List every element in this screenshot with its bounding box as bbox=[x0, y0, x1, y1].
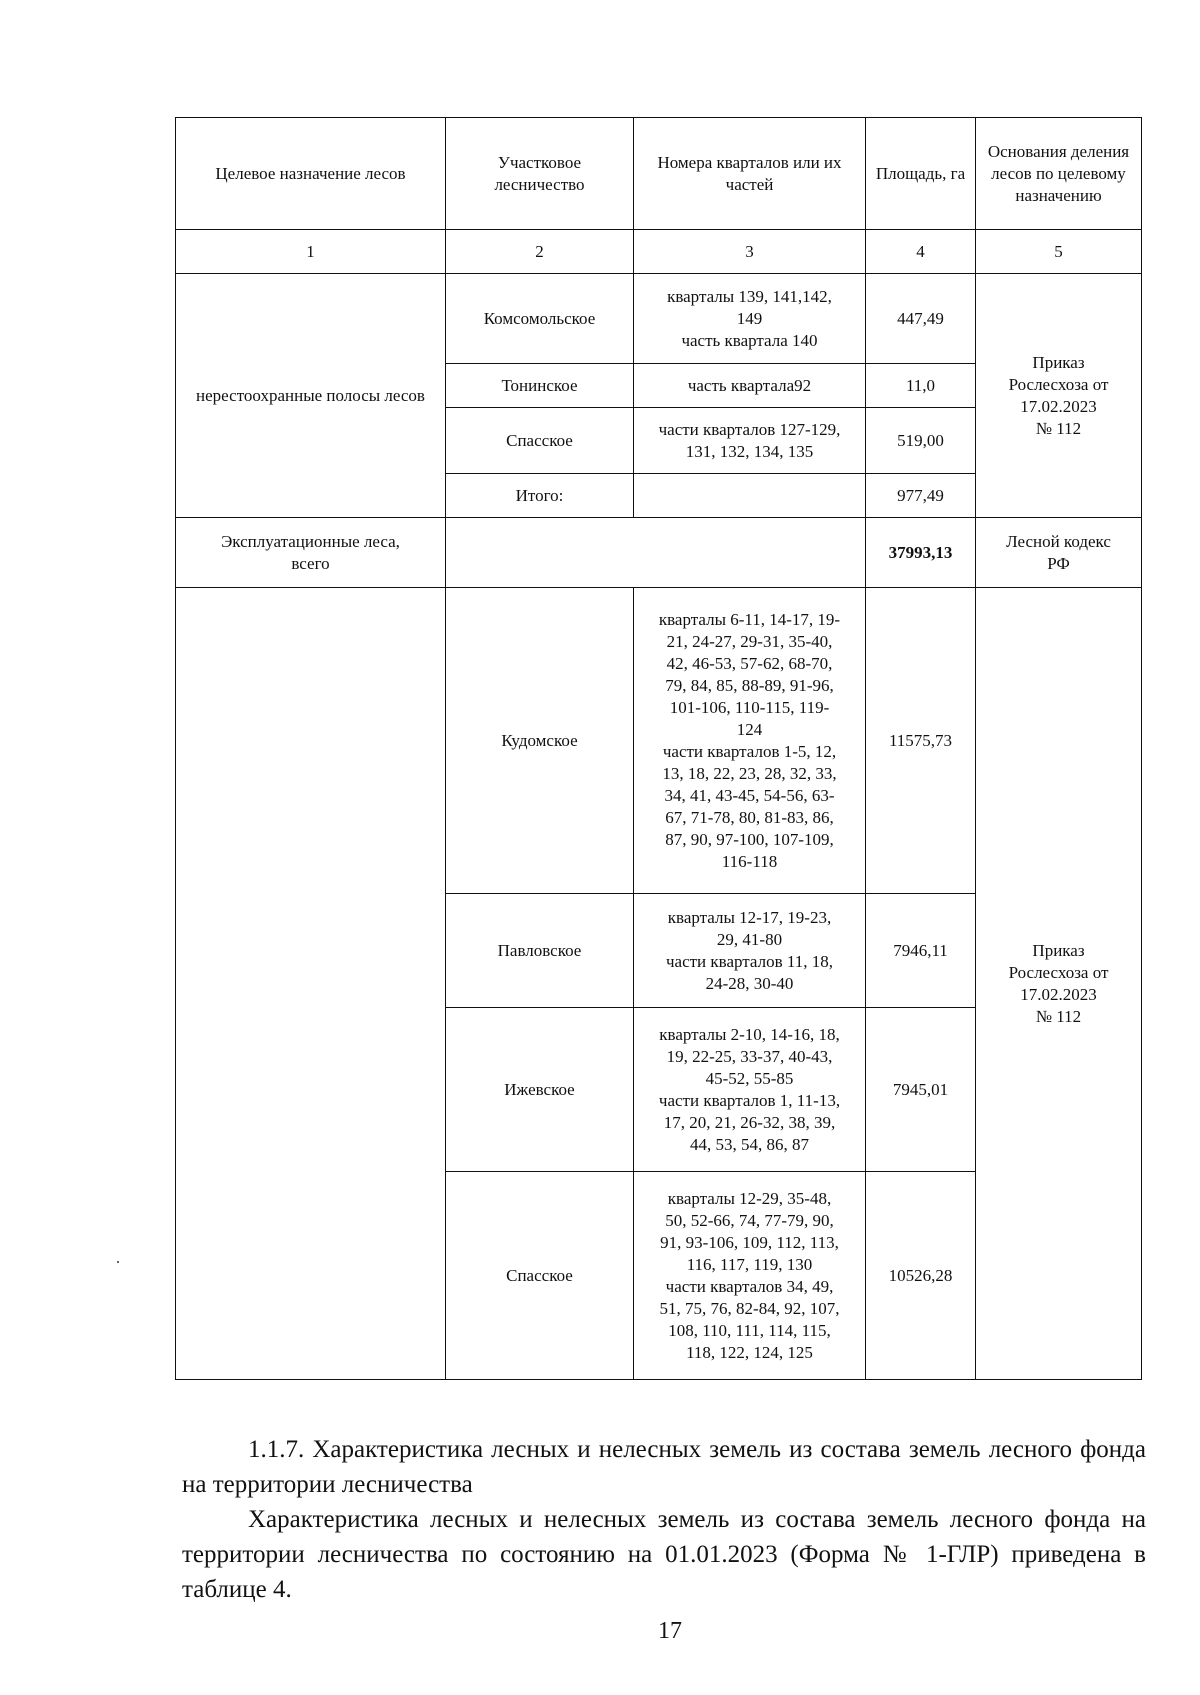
column-number: 4 bbox=[866, 230, 976, 274]
exploitation-total-row bbox=[176, 518, 1142, 588]
column-number-row bbox=[176, 230, 1142, 274]
column-number: 1 bbox=[176, 230, 446, 274]
header-cell: Номера кварталов или их частей bbox=[634, 118, 866, 230]
area-cell: 10526,28 bbox=[866, 1172, 976, 1380]
column-number: 5 bbox=[976, 230, 1142, 274]
quarters-cell: кварталы 139, 141,142, 149 часть квартала 140 bbox=[634, 274, 866, 364]
area-cell: 11,0 bbox=[866, 364, 976, 408]
forest-purpose-table bbox=[175, 117, 1142, 1380]
column-number: 2 bbox=[446, 230, 634, 274]
section-body: Характеристика лесных и нелесных земель из состава земель лесного фонда на территории лесничества по состоянию на 01.01.2023 (Форма № 1-ГЛР) приведена в таблице 4. bbox=[182, 1506, 1146, 1603]
area-cell: 447,49 bbox=[866, 274, 976, 364]
forest-purpose-cell: нерестоохранные полосы лесов bbox=[176, 274, 446, 518]
total-area: 977,49 bbox=[866, 474, 976, 518]
scan-speck bbox=[117, 1261, 119, 1263]
basis-cell: Приказ Рослесхоза от 17.02.2023 № 112 bbox=[976, 274, 1142, 518]
district-cell: Спасское bbox=[446, 408, 634, 474]
exploitation-area: 37993,13 bbox=[866, 518, 976, 588]
header-cell: Основания деления лесов по целевому назначению bbox=[976, 118, 1142, 230]
quarters-cell: кварталы 2-10, 14-16, 18, 19, 22-25, 33-37, 40-43, 45-52, 55-85 части кварталов 1, 11-13, 17, 20, 21, 26-32, 38, 39, 44, 53, 54, 86, 87 bbox=[634, 1008, 866, 1172]
quarters-cell: кварталы 6-11, 14-17, 19- 21, 24-27, 29-31, 35-40, 42, 46-53, 57-62, 68-70, 79, 84, 85, 88-89, 91-96, 101-106, 110-115, 119- 124 части кварталов 1-5, 12, 13, 18, 22, 23, 28, 32, 33, 34, 41, 43-45, 54-56, 63- 67, 71-78, 80, 81-83, 86, 87, 90, 97-100, 107-109, 116-118 bbox=[634, 588, 866, 894]
header-cell: Целевое назначение лесов bbox=[176, 118, 446, 230]
district-cell: Кудомское bbox=[446, 588, 634, 894]
district-cell: Тонинское bbox=[446, 364, 634, 408]
basis-cell: Приказ Рослесхоза от 17.02.2023 № 112 bbox=[976, 588, 1142, 1380]
empty-cell bbox=[634, 474, 866, 518]
area-cell: 7946,11 bbox=[866, 894, 976, 1008]
exploitation-label: Эксплуатационные леса, всего bbox=[176, 518, 446, 588]
area-cell: 519,00 bbox=[866, 408, 976, 474]
district-cell: Спасское bbox=[446, 1172, 634, 1380]
empty-purpose-cell bbox=[176, 588, 446, 1380]
area-cell: 7945,01 bbox=[866, 1008, 976, 1172]
table-row bbox=[176, 274, 1142, 364]
header-row bbox=[176, 118, 1142, 230]
empty-cell bbox=[446, 518, 866, 588]
table-row bbox=[176, 588, 1142, 894]
district-cell: Ижевское bbox=[446, 1008, 634, 1172]
section-heading: 1.1.7. Характеристика лесных и нелесных земель из состава земель лесного фонда на территории лесничества bbox=[182, 1436, 1146, 1498]
area-cell: 11575,73 bbox=[866, 588, 976, 894]
quarters-cell: части кварталов 127-129, 131, 132, 134, 135 bbox=[634, 408, 866, 474]
header-cell: Участковое лесничество bbox=[446, 118, 634, 230]
total-label: Итого: bbox=[446, 474, 634, 518]
district-cell: Комсомольское bbox=[446, 274, 634, 364]
page-number: 17 bbox=[658, 1618, 682, 1644]
quarters-cell: кварталы 12-29, 35-48, 50, 52-66, 74, 77-79, 90, 91, 93-106, 109, 112, 113, 116, 117, 119, 130 части кварталов 34, 49, 51, 75, 76, 82-84, 92, 107, 108, 110, 111, 114, 115, 118, 122, 124, 125 bbox=[634, 1172, 866, 1380]
exploitation-basis: Лесной кодекс РФ bbox=[976, 518, 1142, 588]
quarters-cell: кварталы 12-17, 19-23, 29, 41-80 части кварталов 11, 18, 24-28, 30-40 bbox=[634, 894, 866, 1008]
quarters-cell: часть квартала92 bbox=[634, 364, 866, 408]
header-cell: Площадь, га bbox=[866, 118, 976, 230]
district-cell: Павловское bbox=[446, 894, 634, 1008]
column-number: 3 bbox=[634, 230, 866, 274]
